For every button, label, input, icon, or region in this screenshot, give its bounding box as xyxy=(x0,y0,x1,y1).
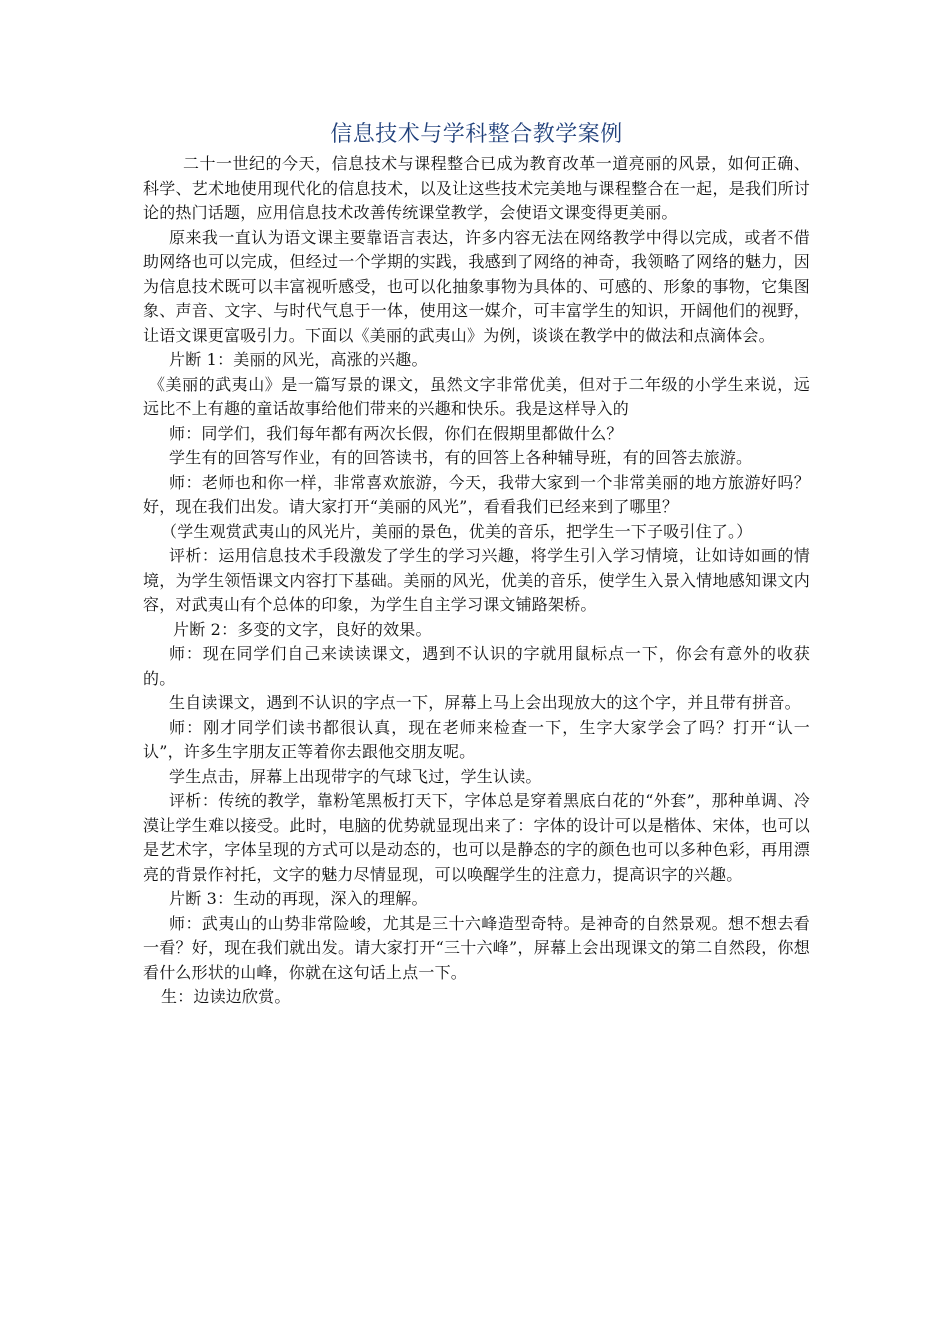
section-heading-3: 片断 3：生动的再现，深入的理解。 xyxy=(169,889,428,908)
document-title: 信息技术与学科整合教学案例 xyxy=(330,122,623,147)
paragraph-comment-2: 评析：传统的教学，靠粉笔黑板打天下，字体总是穿着黑底白花的“外套”，那种单调、冷漠让学生难以接受。此时，电脑的优势就显现出来了：字体的设计可以是楷体、宋体，也可以是艺术字，字体呈现的方式可以是动态的，也可以是静态的字的颜色也可以多种色彩，再用漂亮的背景作衬托，文字的魅力尽情显现，可以唤醒学生的注意力，提高识字的兴趣。 xyxy=(143,791,810,884)
paragraph: 《美丽的武夷山》是一篇写景的课文，虽然文字非常优美，但对于二年级的小学生来说，远远比不上有趣的童话故事给他们带来的兴趣和快乐。我是这样导入的 xyxy=(143,374,810,418)
paragraph-background: 原来我一直认为语文课主要靠语言表达，许多内容无法在网络教学中得以完成，或者不借助网络也可以完成，但经过一个学期的实践，我感到了网络的神奇，我领略了网络的魅力，因为信息技术既可以丰富视听感受，也可以化抽象事物为具体的、可感的、形象的事物，它集图象、声音、文字、与时代气息于一体，使用这一媒介，可丰富学生的知识，开阔他们的视野，让语文课更富吸引力。下面以《美丽的武夷山》为例，谈谈在教学中的做法和点滴体会。 xyxy=(143,227,810,345)
paragraph-comment-1: 评析：运用信息技术手段激发了学生的学习兴趣，将学生引入学习情境，让如诗如画的情境，为学生领悟课文内容打下基础。美丽的风光，优美的音乐，使学生入景入情地感知课文内容，对武夷山有个总体的印象，为学生自主学习课文铺路架桥。 xyxy=(143,546,810,614)
section-heading-1: 片断 1：美丽的风光，高涨的兴趣。 xyxy=(169,350,428,369)
paragraph: 师：老师也和你一样，非常喜欢旅游，今天，我带大家到一个非常美丽的地方旅游好吗？好，现在我们出发。请大家打开“美丽的风光”，看看我们已经来到了哪里？ xyxy=(143,472,810,516)
section-heading-2: 片断 2：多变的文字，良好的效果。 xyxy=(173,619,432,639)
document-page xyxy=(143,118,810,1010)
paragraph: 师：武夷山的山势非常险峻，尤其是三十六峰造型奇特。是神奇的自然景观。想不想去看一看？好，现在我们就出发。请大家打开“三十六峰”，屏幕上会出现课文的第二自然段，你想看什么形状的山峰，你就在这句话上点一下。 xyxy=(143,913,810,982)
paragraph: 师：同学们，我们每年都有两次长假，你们在假期里都做什么？ xyxy=(169,423,623,443)
paragraph: 生：边读边欣赏。 xyxy=(161,987,291,1006)
paragraph: 生自读课文，遇到不认识的字点一下，屏幕上马上会出现放大的这个字，并且带有拼音。 xyxy=(169,693,801,712)
paragraph: 学生有的回答写作业，有的回答读书，有的回答上各种辅导班，有的回答去旅游。 xyxy=(169,448,753,467)
paragraph: 师：刚才同学们读书都很认真，现在老师来检查一下，生字大家学会了吗？打开“认一认”，许多生字朋友正等着你去跟他交朋友呢。 xyxy=(143,717,810,761)
paragraph: 师：现在同学们自己来读读课文，遇到不认识的字就用鼠标点一下，你会有意外的收获的。 xyxy=(143,644,810,688)
paragraph: 学生点击，屏幕上出现带字的气球飞过，学生认读。 xyxy=(169,766,542,786)
paragraph: （学生观赏武夷山的风光片，美丽的景色，优美的音乐，把学生一下子吸引住了。） xyxy=(161,521,753,541)
paragraph-intro: 二十一世纪的今天，信息技术与课程整合已成为教育改革一道亮丽的风景，如何正确、科学、艺术地使用现代化的信息技术，以及让这些技术完美地与课程整合在一起，是我们所讨论的热门话题，应用信息技术改善传统课堂教学，会使语文课变得更美丽。 xyxy=(143,154,810,222)
